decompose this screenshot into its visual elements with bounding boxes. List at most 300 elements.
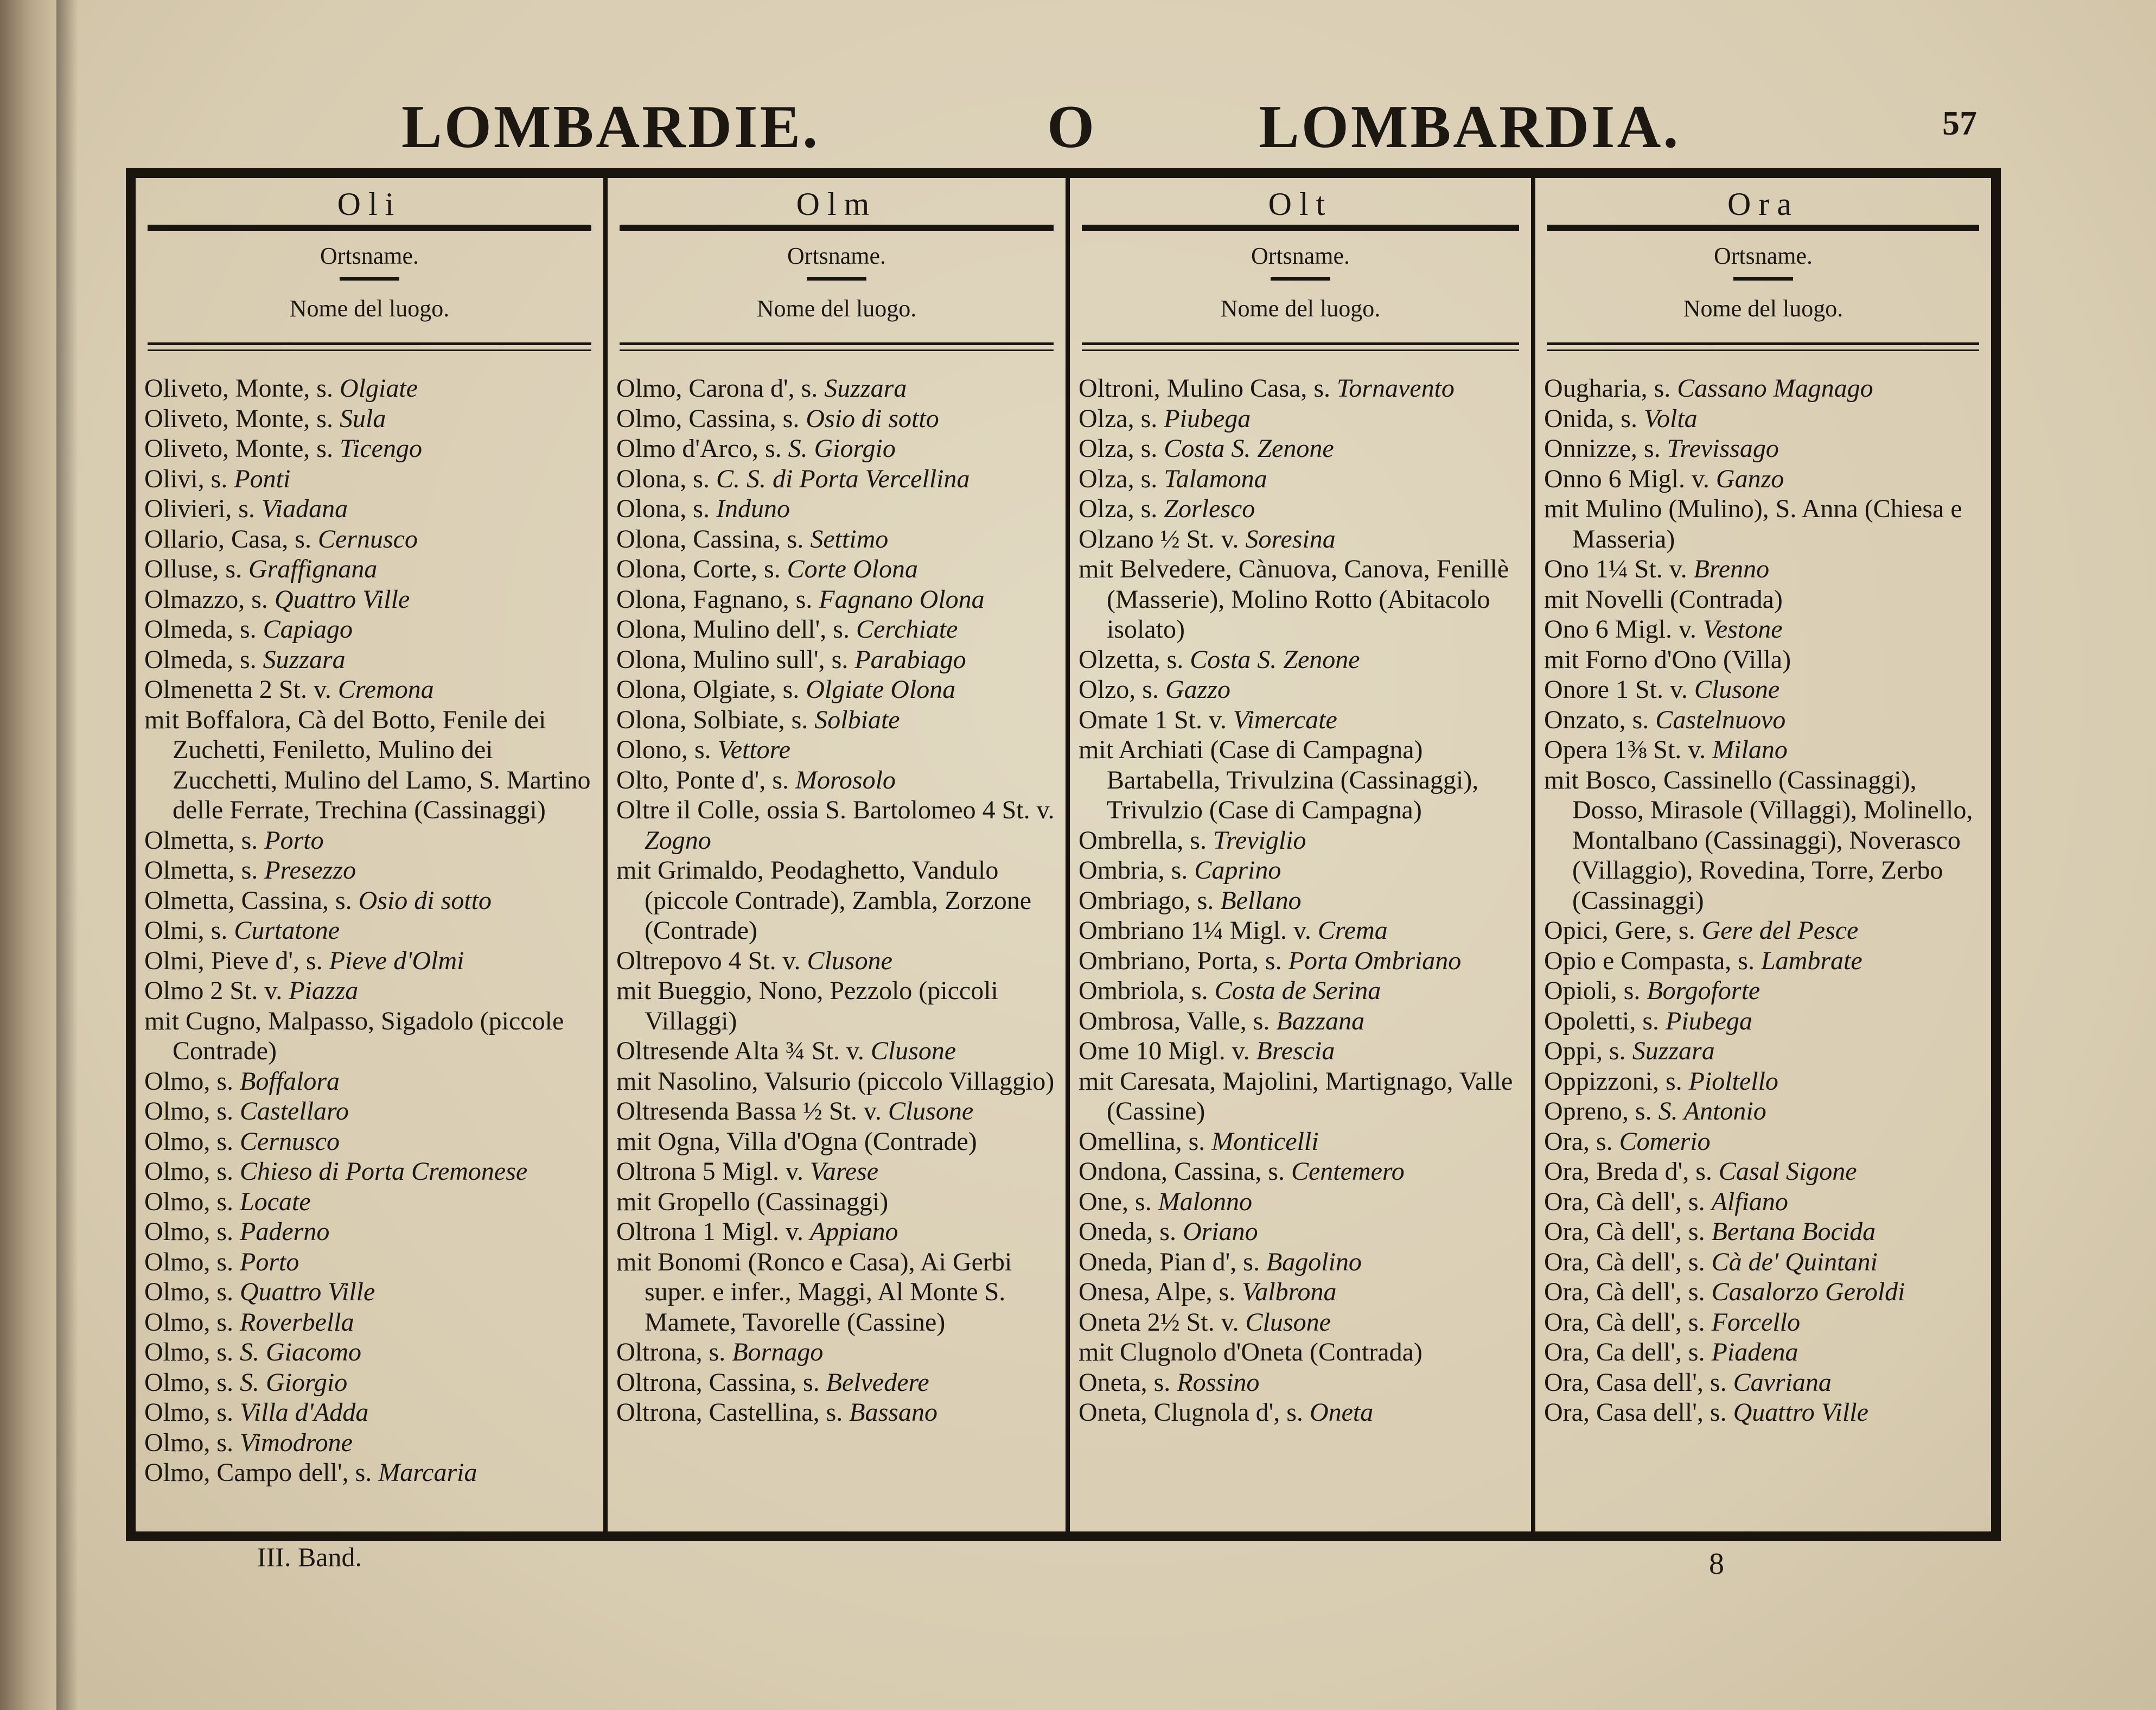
reference-place: Rossino [1177,1368,1260,1397]
place-name: Ollario, Casa, s. [144,524,318,554]
reference-place: Marcaria [378,1458,477,1487]
gazetteer-entry [144,1096,598,1127]
page-number: 57 [1942,104,1977,142]
printer-signature: 8 [1709,1547,1724,1581]
place-name: mit Archiati (Case di Campagna) Bartabella, Trivulzina (Cassinaggi), Trivulzio (Case di Campagna) [1079,735,1479,824]
gazetteer-entry [144,855,598,886]
reference-place: Valbrona [1242,1277,1337,1306]
gazetteer-entry [1544,554,1986,584]
place-name: Olmo, s. [144,1217,240,1246]
place-name: Oltresende Alta ¾ St. v. [616,1037,871,1065]
place-name: mit Boffalora, Cà del Botto, Fenile dei Zuchetti, Feniletto, Mulino dei Zucchetti, Mulino del Lamo, S. Martino delle Ferrate, Trechina (Cassinaggi) [144,705,591,824]
place-name: Opoletti, s. [1544,1006,1666,1035]
header-short-rule [807,277,866,281]
gazetteer-entry [616,1368,1060,1398]
gazetteer-entry [616,554,1060,584]
reference-place: Suzzara [263,645,346,674]
reference-place: Quattro Ville [1733,1398,1868,1427]
gazetteer-entry [1079,886,1526,916]
reference-place: Cassano Magnago [1677,374,1873,403]
reference-place: C. S. di Porta Vercellina [716,464,970,493]
gazetteer-entry [1079,1337,1526,1368]
place-name: mit Caresata, Majolini, Martignago, Valle (Cassine) [1079,1066,1513,1126]
reference-place: Solbiate [814,705,900,734]
reference-place: Milano [1712,735,1788,764]
gazetteer-entry [144,976,598,1006]
place-name: Ono 6 Migl. v. [1544,615,1703,644]
gazetteer-entry [144,1368,598,1398]
place-name: Oneda, Pian d', s. [1079,1247,1266,1276]
place-name: Ora, Casa dell', s. [1544,1398,1733,1427]
gazetteer-entry [144,825,598,856]
place-name: Oltrona 1 Migl. v. [616,1217,810,1246]
reference-place: Suzzara [824,374,907,403]
gazetteer-entry [144,614,598,645]
place-name: Oneta 2½ St. v. [1079,1307,1246,1337]
place-name: Olono, s. [616,735,718,764]
reference-place: Brenno [1693,555,1770,583]
place-name: Olmeda, s. [144,645,263,674]
place-name: Olto, Ponte d', s. [616,765,795,794]
place-name: Oppizzoni, s. [1544,1066,1689,1096]
gazetteer-entry [1079,494,1526,524]
reference-place: Costa de Serina [1214,976,1381,1005]
place-name: Olzetta, s. [1079,645,1190,674]
gazetteer-entry [1544,1036,1986,1066]
place-name: Omellina, s. [1079,1127,1212,1156]
reference-place: Cremona [337,675,434,704]
place-name: Oltrona 5 Migl. v. [616,1157,810,1186]
gazetteer-entry [144,464,598,494]
place-name: Olmo, s. [144,1368,240,1397]
gazetteer-entry [1079,373,1526,404]
gazetteer-entry [616,464,1060,494]
reference-place: Induno [716,494,790,523]
gazetteer-entry [144,373,598,404]
gazetteer-entry [1544,705,1986,735]
gazetteer-entry [1079,1368,1526,1398]
gazetteer-entry [144,1066,598,1097]
place-name: Olona, Mulino dell', s. [616,615,856,644]
gazetteer-entry [616,1337,1060,1368]
gazetteer-entry [1079,1006,1526,1037]
gazetteer-entry [144,645,598,675]
gazetteer-entry [1544,765,1986,916]
reference-place: Quattro Ville [240,1277,375,1306]
reference-place: Zorlesco [1164,494,1255,523]
gazetteer-entry [616,584,1060,615]
header-rule [1547,225,1979,231]
reference-place: Ponti [234,464,291,493]
place-name: mit Ogna, Villa d'Ogna (Contrade) [616,1127,977,1156]
reference-place: Malonno [1158,1187,1252,1216]
place-name: Onzato, s. [1544,705,1656,734]
gazetteer-entry [1079,1217,1526,1247]
title-german: LOMBARDIE. [401,93,820,161]
reference-place: Ganzo [1715,464,1784,493]
reference-place: Porta Ombriano [1288,946,1462,975]
reference-place: Treviglio [1213,825,1306,855]
column-entries [608,352,1066,1428]
place-name: mit Cugno, Malpasso, Sigadolo (piccole Contrade) [144,1006,564,1065]
reference-place: Locate [240,1187,311,1216]
gazetteer-entry [1079,1277,1526,1307]
reference-place: S. Antonio [1658,1097,1766,1126]
reference-place: Borgoforte [1647,976,1760,1005]
header-short-rule [1733,277,1793,281]
gazetteer-entry [616,1187,1060,1217]
place-name: Olivieri, s. [144,494,261,523]
gazetteer-entry [1079,1247,1526,1277]
reference-place: Graffignana [248,555,378,583]
reference-place: Belvedere [826,1368,929,1397]
gazetteer-entry [616,735,1060,765]
place-name: Oltre il Colle, ossia S. Bartolomeo 4 St. v. [616,796,1055,824]
gazetteer-entry [1544,1156,1986,1187]
place-name: Opioli, s. [1544,976,1647,1005]
reference-place: Caprino [1194,856,1281,885]
reference-place: Pioltello [1688,1066,1778,1096]
place-name: Onore 1 St. v. [1544,675,1694,704]
gazetteer-entry [144,1006,598,1066]
reference-place: Morosolo [795,765,896,794]
place-name: Olivi, s. [144,464,234,493]
place-name: Ora, Cà dell', s. [1544,1217,1712,1246]
reference-place: Chieso di Porta Cremonese [240,1157,528,1186]
reference-place: Clusone [1694,675,1780,704]
header-short-rule [1271,277,1330,281]
gazetteer-entry [1079,675,1526,705]
gazetteer-entry [1544,1397,1986,1428]
place-name: Ora, Cà dell', s. [1544,1277,1712,1306]
place-name: Olmo, s. [144,1187,240,1216]
place-name: Olmeda, s. [144,615,263,644]
reference-place: Piadena [1711,1338,1798,1366]
gazetteer-entry [144,886,598,916]
reference-place: Parabiago [854,645,966,674]
left-page-edge [0,0,56,1710]
reference-place: Piubega [1164,404,1251,433]
gazetteer-entry [616,855,1060,946]
reference-place: Porto [264,825,324,855]
gazetteer-entry [616,1247,1060,1338]
gazetteer-entry [144,705,598,825]
gazetteer-entry [616,705,1060,735]
place-name: Onnizze, s. [1544,434,1667,463]
gazetteer-entry [616,494,1060,524]
column-label-german: Ortsname. [1251,243,1350,269]
column-label-italian: Nome del luogo. [1220,295,1381,322]
reference-place: Quattro Ville [274,584,410,614]
column-olm [603,178,1066,1531]
reference-place: Osio di sotto [358,886,492,915]
place-name: Oltrona, Castellina, s. [616,1398,850,1427]
reference-place: Bagolino [1266,1247,1362,1276]
place-name: mit Bueggio, Nono, Pezzolo (piccoli Villaggi) [616,976,998,1035]
gazetteer-entry [1544,434,1986,464]
gazetteer-entry [144,1247,598,1277]
column-oli [136,178,603,1531]
gazetteer-entry [1544,1307,1986,1338]
header-double-rule [1547,342,1979,351]
place-name: Opera 1⅜ St. v. [1544,735,1713,764]
place-name: Olmi, s. [144,916,234,945]
gazetteer-entry [1544,1006,1986,1037]
place-name: Olmo, s. [144,1127,240,1156]
gazetteer-entry [1544,1247,1986,1277]
column-label-italian: Nome del luogo. [756,295,917,322]
place-name: Ora, Cà dell', s. [1544,1187,1712,1216]
gazetteer-entry [1079,1066,1526,1127]
reference-place: Presezzo [264,856,356,885]
gazetteer-entry [1079,645,1526,675]
column-header [1070,178,1531,352]
reference-place: Bassano [849,1398,937,1427]
reference-place: Bazzana [1276,1006,1365,1035]
reference-place: Piubega [1666,1006,1752,1035]
place-name: Ora, Cà dell', s. [1544,1247,1712,1276]
header-double-rule [1082,342,1519,351]
reference-place: Fagnano Olona [819,584,985,614]
gazetteer-entry [1544,735,1986,765]
page-title [401,92,1790,179]
place-name: Olmazzo, s. [144,584,275,614]
gazetteer-entry [1544,976,1986,1006]
gazetteer-entry [616,1156,1060,1187]
reference-place: Olgiate Olona [806,675,956,704]
gazetteer-table [126,168,2001,1541]
gazetteer-entry [1079,735,1526,825]
gazetteer-entry [1544,916,1986,946]
reference-place: Clusone [888,1097,974,1126]
reference-place: S. Giorgio [788,434,896,463]
column-header [608,178,1066,352]
column-label-german: Ortsname. [1713,243,1813,269]
place-name: Olmetta, s. [144,825,265,855]
place-name: Opici, Gere, s. [1544,916,1702,945]
place-name: Olza, s. [1079,404,1164,433]
gazetteer-entry [144,1458,598,1488]
reference-place: Roverbella [240,1307,354,1337]
gazetteer-entry [616,1096,1060,1127]
gazetteer-entry [1544,1096,1986,1127]
place-name: mit Gropello (Cassinaggi) [616,1187,889,1216]
place-name: mit Belvedere, Cànuova, Canova, Fenillè (Masserie), Molino Rotto (Abitacolo isolato) [1079,555,1509,644]
gazetteer-entry [144,1127,598,1157]
place-name: Oppi, s. [1544,1037,1632,1065]
place-name: Ombriano, Porta, s. [1079,946,1289,975]
gazetteer-entry [144,1187,598,1217]
gazetteer-entry [1544,494,1986,554]
place-name: Olmo, s. [144,1277,240,1306]
place-name: Olza, s. [1079,494,1164,523]
gazetteer-entry [144,916,598,946]
place-name: Oltrona, s. [616,1338,732,1366]
gazetteer-entry [1544,1337,1986,1368]
gazetteer-entry [616,675,1060,705]
gazetteer-entry [1079,1187,1526,1217]
reference-place: S. Giacomo [240,1338,361,1366]
place-name: Olmo, Cassina, s. [616,404,806,433]
place-name: Onno 6 Migl. v. [1544,464,1716,493]
reference-place: Gere del Pesce [1701,916,1859,945]
reference-place: Settimo [810,524,889,554]
gazetteer-entry [616,645,1060,675]
place-name: Ome 10 Migl. v. [1079,1037,1256,1065]
column-entries [136,352,603,1488]
place-name: Ombrosa, Valle, s. [1079,1006,1277,1035]
reference-place: Forcello [1711,1307,1801,1337]
column-label-german: Ortsname. [787,243,886,269]
gazetteer-entry [1079,1397,1526,1428]
gazetteer-entry [1544,373,1986,404]
place-name: Onida, s. [1544,404,1644,433]
reference-place: Sula [339,404,386,433]
gazetteer-entry [1544,1187,1986,1217]
reference-place: Boffalora [240,1066,340,1096]
reference-place: Suzzara [1632,1037,1715,1065]
gazetteer-entry [616,373,1060,404]
column-code: Oli [337,186,402,222]
place-name: Olona, s. [616,464,716,493]
place-name: Olmo, s. [144,1428,240,1457]
place-name: Oneda, s. [1079,1217,1183,1246]
reference-place: Piazza [289,976,359,1005]
reference-place: Vettore [717,735,790,764]
place-name: Olmo, s. [144,1097,240,1126]
gazetteer-entry [1079,524,1526,555]
header-rule [148,225,591,231]
reference-place: Costa S. Zenone [1190,645,1360,674]
reference-place: Soresina [1245,524,1336,554]
gazetteer-entry [616,976,1060,1036]
gazetteer-entry [1544,1368,1986,1398]
gazetteer-entry [144,1337,598,1368]
gazetteer-entry [1544,1217,1986,1247]
column-ora [1531,178,1991,1531]
reference-place: Centemero [1291,1157,1405,1186]
place-name: Ora, Breda d', s. [1544,1157,1719,1186]
reference-place: Olgiate [339,374,418,403]
reference-place: Pieve d'Olmi [329,946,464,975]
place-name: Olona, Corte, s. [616,555,787,583]
gazetteer-entry [616,614,1060,645]
place-name: Olona, Cassina, s. [616,524,811,554]
reference-place: Clusone [807,946,892,975]
place-name: mit Forno d'Ono (Villa) [1544,645,1791,674]
gazetteer-entry [1079,464,1526,494]
place-name: mit Mulino (Mulino), S. Anna (Chiesa e Masseria) [1544,494,1962,554]
column-code: Ora [1727,186,1799,222]
place-name: Oltrepovo 4 St. v. [616,946,807,975]
gazetteer-entry [144,584,598,615]
gazetteer-entry [1544,614,1986,645]
place-name: Olza, s. [1079,464,1164,493]
column-entries [1070,352,1531,1428]
gazetteer-entry [1544,464,1986,494]
place-name: mit Clugnolo d'Oneta (Contrada) [1079,1338,1423,1366]
reference-place: Clusone [1245,1307,1331,1337]
column-label-german: Ortsname. [320,243,419,269]
gazetteer-entry [144,1428,598,1458]
reference-place: Comerio [1619,1127,1711,1156]
place-name: Olmo 2 St. v. [144,976,289,1005]
gazetteer-entry [144,1156,598,1187]
place-name: Oltroni, Mulino Casa, s. [1079,374,1337,403]
place-name: Ora, s. [1544,1127,1619,1156]
reference-place: Cernusco [317,524,418,554]
place-name: Ombriola, s. [1079,976,1215,1005]
place-name: Ombriano 1¼ Migl. v. [1079,916,1318,945]
reference-place: Bellano [1220,886,1302,915]
gazetteer-entry [616,946,1060,976]
gazetteer-entry [616,1397,1060,1428]
place-name: Olmi, Pieve d', s. [144,946,329,975]
gazetteer-entry [1079,404,1526,434]
gazetteer-entry [616,1066,1060,1097]
place-name: Oliveto, Monte, s. [144,434,340,463]
reference-place: Casal Sigone [1718,1157,1857,1186]
reference-place: Trevissago [1667,434,1779,463]
reference-place: Ticengo [339,434,422,463]
gazetteer-entry [1544,1127,1986,1157]
place-name: mit Grimaldo, Peodaghetto, Vandulo (piccole Contrade), Zambla, Zorzone (Contrade) [616,856,1032,945]
place-name: Olona, Mulino sull', s. [616,645,855,674]
reference-place: Talamona [1164,464,1267,493]
gazetteer-entry [1079,1307,1526,1338]
place-name: Ombrella, s. [1079,825,1213,855]
place-name: Olmenetta 2 St. v. [144,675,338,704]
gazetteer-entry [1079,1127,1526,1157]
place-name: Olmo, Carona d', s. [616,374,825,403]
reference-place: Vestone [1702,615,1783,644]
gazetteer-entry [1544,404,1986,434]
reference-place: Clusone [870,1037,956,1065]
gazetteer-entry [1079,434,1526,464]
header-double-rule [148,342,591,351]
place-name: Omate 1 St. v. [1079,705,1233,734]
place-name: Olza, s. [1079,434,1164,463]
reference-place: S. Giorgio [240,1368,348,1397]
gazetteer-entry [144,1217,598,1247]
column-header [136,178,603,352]
reference-place: Villa d'Adda [240,1398,369,1427]
place-name: Olmo, s. [144,1066,240,1096]
header-double-rule [620,342,1054,351]
place-name: Opreno, s. [1544,1097,1659,1126]
reference-place: Vimercate [1233,705,1337,734]
place-name: Olzano ½ St. v. [1079,524,1246,554]
reference-place: Vimodrone [240,1428,353,1457]
place-name: Olzo, s. [1079,675,1165,704]
gazetteer-entry [1079,1036,1526,1066]
place-name: Ondona, Cassina, s. [1079,1157,1291,1186]
reference-place: Viadana [261,494,348,523]
reference-place: Casalorzo Geroldi [1711,1277,1905,1306]
place-name: Ombria, s. [1079,856,1195,885]
place-name: Ono 1¼ St. v. [1544,555,1694,583]
gazetteer-entry [616,765,1060,796]
gazetteer-entry [1544,584,1986,615]
place-name: Olmo, s. [144,1247,240,1276]
gazetteer-entry [616,795,1060,855]
reference-place: Corte Olona [787,555,918,583]
title-italian: LOMBARDIA. [1259,93,1681,161]
reference-place: Gazzo [1165,675,1231,704]
place-name: Oneta, s. [1079,1368,1177,1397]
place-name: One, s. [1079,1187,1158,1216]
reference-place: Cernusco [240,1127,340,1156]
